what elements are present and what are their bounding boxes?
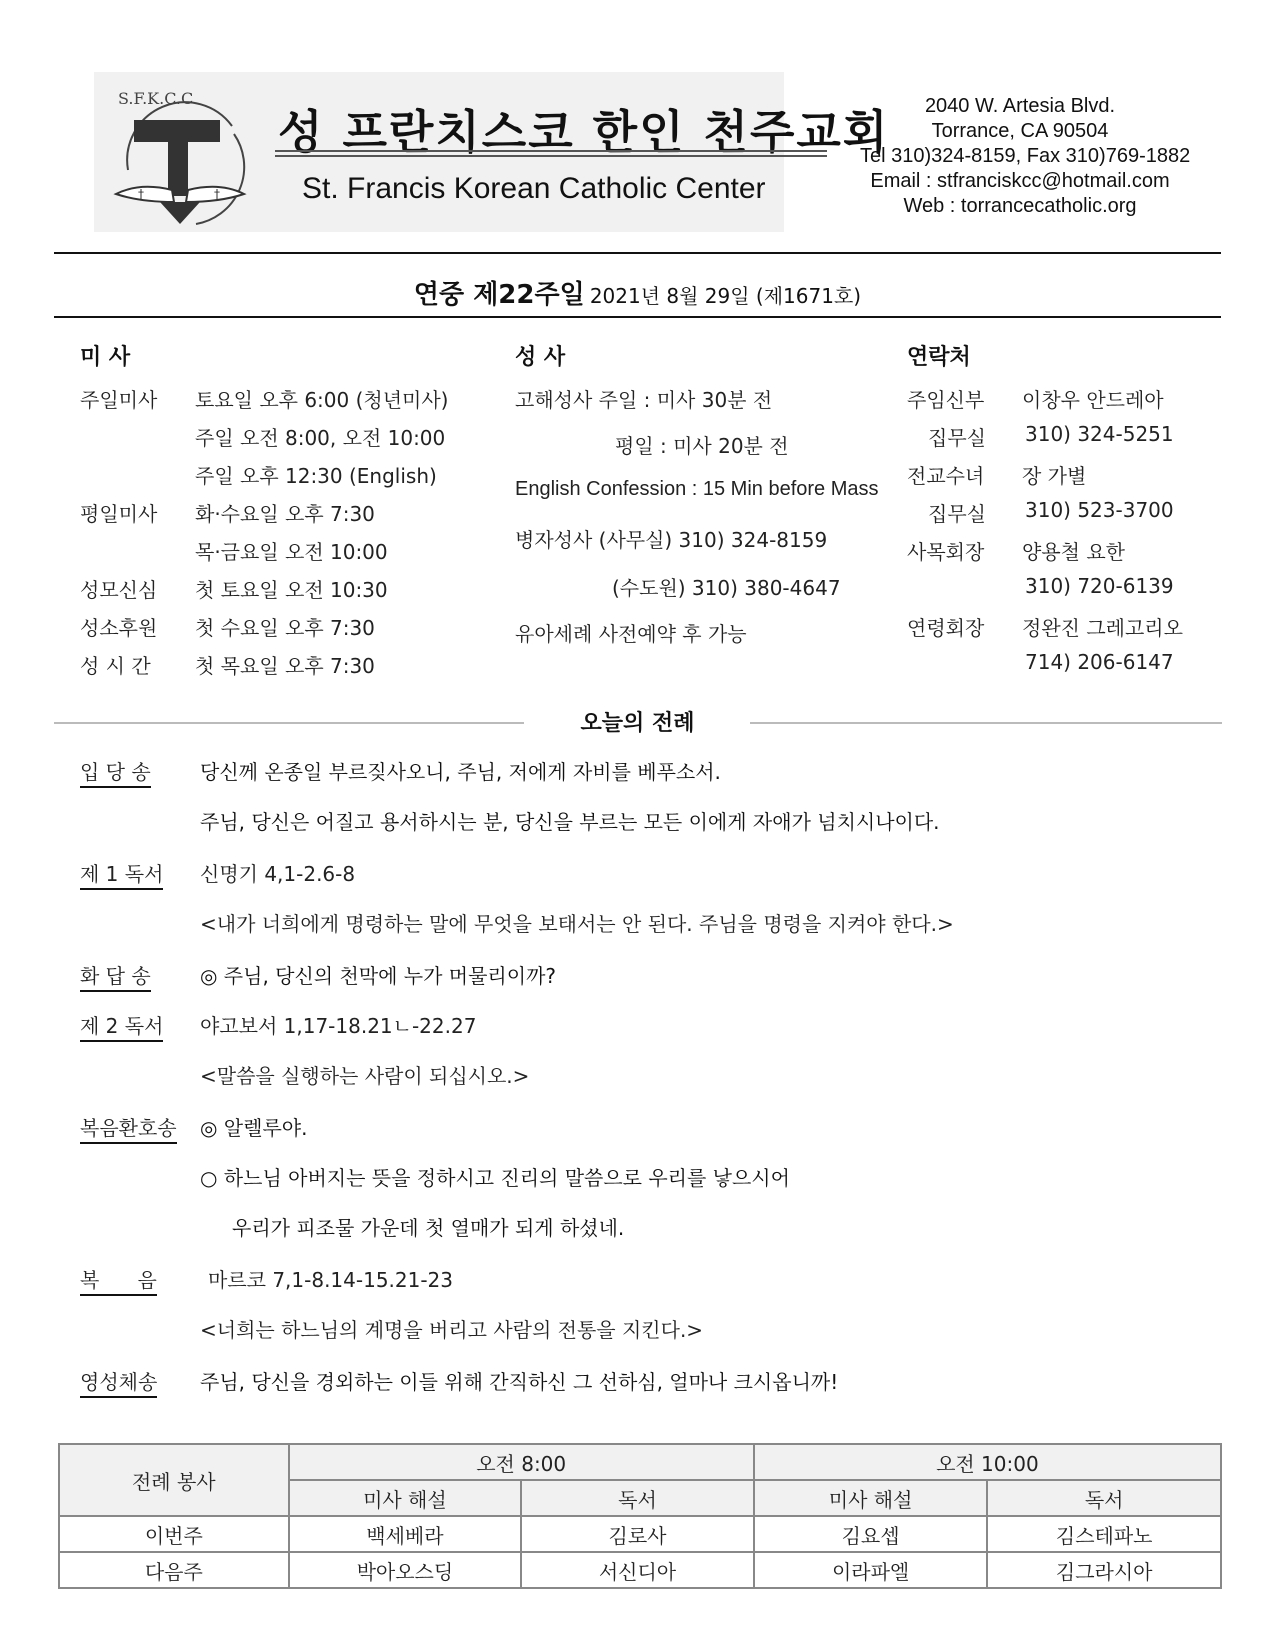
commentary-header: 미사 해설 [289, 1480, 522, 1516]
bulletin-date: 2021년 8월 29일 (제1671호) [589, 284, 862, 308]
contact-value: 양용철 요한 [1022, 540, 1125, 564]
email-address[interactable]: Email : stfranciskcc@hotmail.com [870, 170, 1170, 192]
contacts-heading: 연락처 [907, 345, 971, 370]
entrance-antiphon-label: 입 당 송 [80, 756, 151, 788]
header-rule-top [54, 252, 1221, 254]
second-reading-summary: <말씀을 실행하는 사람이 되십시오.> [200, 1064, 530, 1088]
church-logo-icon [100, 74, 260, 230]
contact-value: 714) 206-6147 [1025, 650, 1174, 674]
contact-block [860, 94, 1191, 219]
mass-label: 주일미사 [80, 388, 158, 412]
phone-fax: Tel 310)324-8159, Fax 310)769-1882 [860, 145, 1191, 167]
sacraments-heading: 성 사 [515, 345, 566, 370]
mass-label: 평일미사 [80, 502, 158, 526]
liturgy-heading: 오늘의 전례 [580, 711, 695, 736]
mass-label: 성 시 간 [80, 654, 151, 678]
table-row [59, 1516, 1221, 1552]
contact-label: 주임신부 [907, 388, 985, 412]
mass-label: 성소후원 [80, 616, 158, 640]
entrance-antiphon: 주님, 당신은 어질고 용서하시는 분, 당신을 부르는 모든 이에게 자애가 넘치시나이다. [200, 810, 940, 834]
contact-label: 집무실 [928, 426, 986, 450]
mass-heading: 미 사 [80, 345, 131, 370]
sacrament-line: 고해성사 주일 : 미사 30분 전 [515, 388, 773, 412]
table-row [59, 1444, 1221, 1480]
contact-value: 장 가별 [1022, 464, 1087, 488]
reader-header: 독서 [987, 1480, 1221, 1516]
communion-antiphon-label: 영성체송 [80, 1366, 157, 1398]
gospel-reference: 마르코 7,1-8.14-15.21-23 [208, 1268, 454, 1292]
table-cell: 백세베라 [289, 1516, 522, 1552]
table-corner-header: 전례 봉사 [59, 1444, 289, 1516]
first-reading-reference: 신명기 4,1-2.6-8 [200, 862, 356, 886]
second-reading-reference: 야고보서 1,17-18.21ㄴ-22.27 [200, 1014, 477, 1038]
gospel-acclamation-verse: ○ 하느님 아버지는 뜻을 정하시고 진리의 말씀으로 우리를 낳으시어 [200, 1166, 790, 1190]
table-cell: 박아오스딩 [289, 1552, 522, 1588]
svg-text:†: † [138, 187, 144, 201]
address-line1: 2040 W. Artesia Blvd. [924, 95, 1116, 117]
contact-label: 전교수녀 [907, 464, 985, 488]
sacrament-line: 병자성사 (사무실) 310) 324-8159 [515, 528, 828, 552]
responsorial-psalm-label: 화 답 송 [80, 960, 151, 992]
service-table [58, 1443, 1222, 1589]
table-cell: 김요셉 [754, 1516, 988, 1552]
table-cell: 서신디아 [521, 1552, 754, 1588]
table-cell: 김스테파노 [987, 1516, 1221, 1552]
responsorial-psalm: ◎ 주님, 당신의 천막에 누가 머물리이까? [200, 964, 557, 988]
gospel-acclamation-verse: 우리가 피조물 가운데 첫 열매가 되게 하셨네. [232, 1216, 625, 1240]
sunday-title: 연중 제22주일 [413, 280, 585, 310]
mass-value: 첫 수요일 오후 7:30 [195, 616, 375, 640]
mass-value: 첫 토요일 오전 10:30 [195, 578, 388, 602]
first-reading-summary: <내가 너희에게 명령하는 말에 무엇을 보태서는 안 된다. 주님을 명령을 지켜야 한다.> [200, 912, 954, 936]
table-cell: 김그라시아 [987, 1552, 1221, 1588]
contact-value: 이창우 안드레아 [1022, 388, 1164, 412]
second-reading-label: 제 2 독서 [80, 1010, 163, 1042]
svg-text:S.F.K.C.C: S.F.K.C.C [118, 89, 194, 108]
contact-value: 정완진 그레고리오 [1022, 616, 1183, 640]
mass-10am-header: 오전 10:00 [754, 1444, 1221, 1480]
church-name-english: St. Francis Korean Catholic Center [302, 172, 766, 205]
gospel-acclamation-label: 복음환호송 [80, 1112, 177, 1144]
entrance-antiphon: 당신께 온종일 부르짖사오니, 주님, 저에게 자비를 베푸소서. [200, 760, 721, 784]
mass-value: 화·수요일 오후 7:30 [195, 502, 375, 526]
communion-antiphon: 주님, 당신을 경외하는 이들 위해 간직하신 그 선하심, 얼마나 크시옵니까! [200, 1370, 839, 1394]
svg-text:†: † [214, 187, 220, 201]
mass-value: 목·금요일 오전 10:00 [195, 540, 388, 564]
address-line2: Torrance, CA 90504 [931, 120, 1109, 142]
sacrament-line: 유아세례 사전예약 후 가능 [515, 622, 747, 646]
gospel-acclamation: ◎ 알렐루야. [200, 1116, 308, 1140]
mass-value: 토요일 오후 6:00 (청년미사) [195, 388, 449, 412]
mass-label: 성모신심 [80, 578, 158, 602]
table-cell: 김로사 [521, 1516, 754, 1552]
contact-value: 310) 523-3700 [1025, 498, 1174, 522]
first-reading-label: 제 1 독서 [80, 858, 163, 890]
church-name-korean: 성 프란치스코 한인 천주교회 [278, 105, 890, 159]
contact-value: 310) 324-5251 [1025, 422, 1174, 446]
sacrament-line: English Confession : 15 Min before Mass [515, 478, 879, 500]
website[interactable]: Web : torrancecatholic.org [903, 195, 1137, 217]
week-label: 이번주 [59, 1516, 289, 1552]
mass-value: 주일 오후 12:30 (English) [195, 464, 437, 488]
sacrament-line: 평일 : 미사 20분 전 [615, 434, 789, 458]
title-divider-bottom [275, 155, 827, 157]
gospel-label: 복 음 [80, 1264, 157, 1296]
contact-label: 집무실 [928, 502, 986, 526]
header-rule-bottom [54, 316, 1221, 318]
contact-label: 연령회장 [907, 616, 985, 640]
commentary-header: 미사 해설 [754, 1480, 988, 1516]
mass-value: 첫 목요일 오후 7:30 [195, 654, 375, 678]
week-label: 다음주 [59, 1552, 289, 1588]
table-row [59, 1552, 1221, 1588]
mass-8am-header: 오전 8:00 [289, 1444, 754, 1480]
contact-value: 310) 720-6139 [1025, 574, 1174, 598]
gospel-summary: <너희는 하느님의 계명을 버리고 사람의 전통을 지킨다.> [200, 1318, 704, 1342]
sunday-title-line [0, 274, 1275, 311]
contact-label: 사목회장 [907, 540, 985, 564]
title-divider-top [275, 150, 827, 152]
reader-header: 독서 [521, 1480, 754, 1516]
table-cell: 이라파엘 [754, 1552, 988, 1588]
sacrament-line: (수도원) 310) 380-4647 [612, 576, 841, 600]
mass-value: 주일 오전 8:00, 오전 10:00 [195, 426, 446, 450]
